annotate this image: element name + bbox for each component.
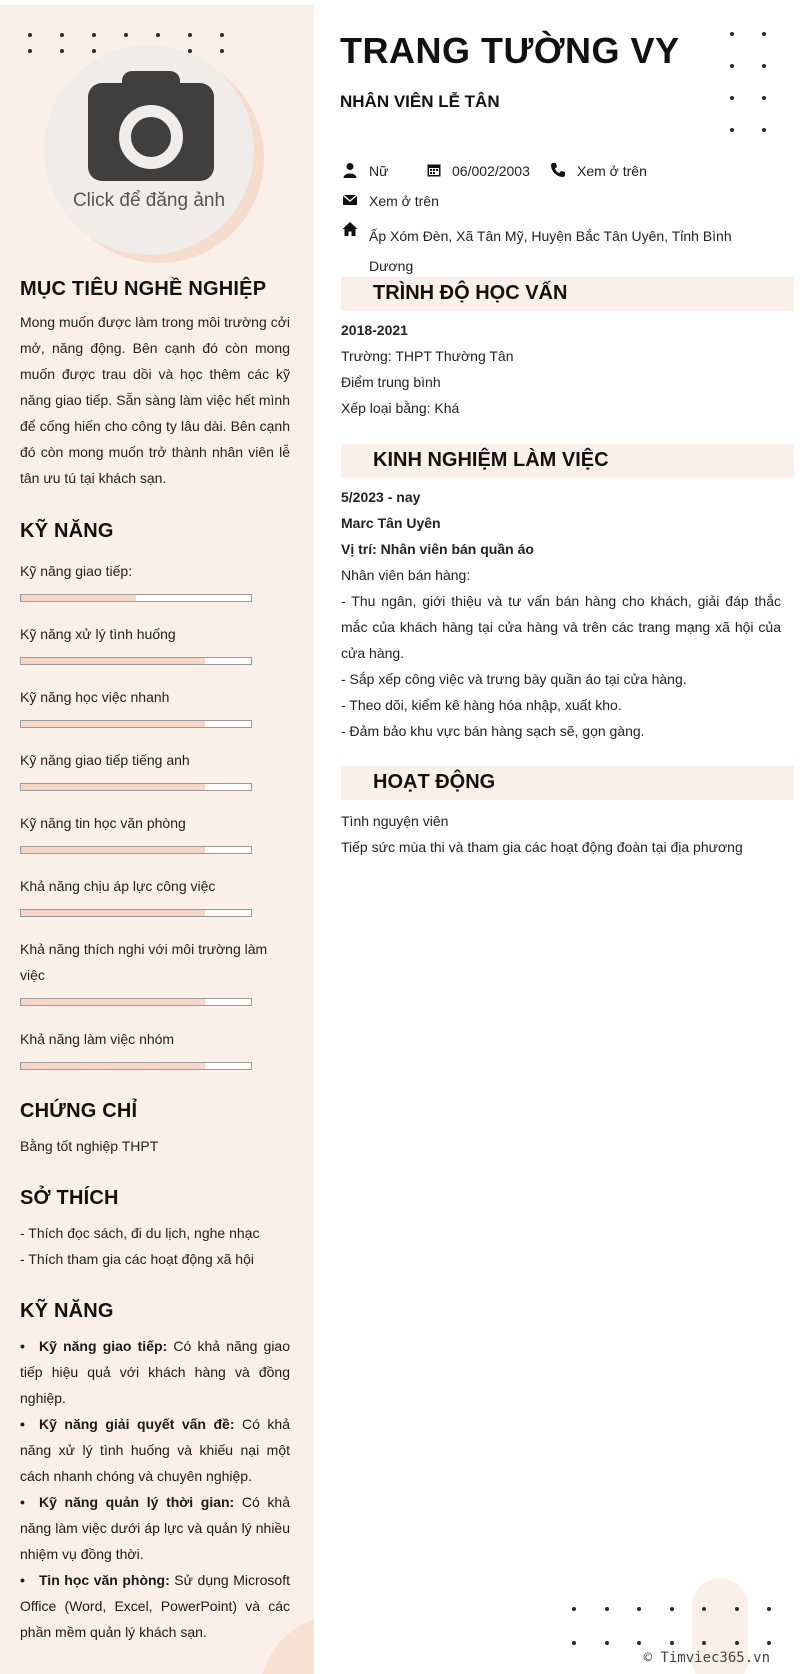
skill-name: Khả năng chịu áp lực công việc bbox=[20, 878, 216, 894]
hobbies-title: SỞ THÍCH bbox=[20, 1187, 119, 1209]
skill-item bbox=[20, 936, 290, 1006]
experience-duty: - Sắp xếp công việc và trưng bày quần áo tại cửa hàng. bbox=[341, 671, 687, 687]
activity-item: Tiếp sức mùa thi và tham gia các hoạt động đoàn tại địa phương bbox=[341, 839, 743, 855]
person-icon bbox=[342, 162, 358, 178]
certificate-item: Bằng tốt nghiệp THPT bbox=[20, 1138, 159, 1154]
envelope-icon bbox=[342, 192, 358, 208]
skill-level-bar bbox=[20, 783, 252, 791]
skill-level-bar bbox=[20, 998, 252, 1006]
skill-name: Khả năng làm việc nhóm bbox=[20, 1031, 175, 1047]
skill-level-bar bbox=[20, 909, 252, 917]
skill-level-fill bbox=[21, 1063, 205, 1069]
skill-level-fill bbox=[21, 595, 136, 601]
photo-upload[interactable] bbox=[44, 45, 264, 265]
skill-item bbox=[20, 684, 290, 728]
experience-period: 5/2023 - nay bbox=[341, 489, 421, 505]
experience-duty: - Thu ngân, giới thiệu và tư vấn bán hàng cho khách, giải đáp thắc mắc của khách hàng tại cửa hàng và trên các trang mạng xã hội của cửa hàng. bbox=[341, 593, 781, 661]
hobby-item: - Thích tham gia các hoạt động xã hội bbox=[20, 1251, 254, 1267]
candidate-name: TRANG TƯỜNG VY bbox=[340, 30, 680, 71]
skills-detail-section bbox=[20, 1300, 290, 1645]
education-grade: Xếp loại bằng: Khá bbox=[341, 400, 460, 416]
skills-detail-list bbox=[20, 1333, 290, 1645]
calendar-icon bbox=[426, 162, 442, 178]
skill-detail-item: • Kỹ năng giải quyết vấn đề: Có khả năng xử lý tình huống và khiếu nại một cách nhanh chóng và chuyên nghiệp. bbox=[20, 1411, 290, 1489]
skill-name: Kỹ năng xử lý tình huống bbox=[20, 626, 176, 642]
skill-detail-item: • Kỹ năng giao tiếp: Có khả năng giao tiếp hiệu quả với khách hàng và đồng nghiệp. bbox=[20, 1333, 290, 1411]
objective-text: Mong muốn được làm trong môi trường cởi mở, năng động. Bên cạnh đó còn mong muốn được trau dồi và học thêm các kỹ năng giao tiếp. Sẵn sàng làm việc hết mình để cống hiến cho công ty lâu dài. Bên cạnh đó còn mong muốn trở thành nhân viên lễ tân ưu tú tại khách sạn. bbox=[20, 314, 290, 486]
skill-name: Kỹ năng học việc nhanh bbox=[20, 689, 170, 705]
education-header bbox=[341, 277, 794, 311]
skill-item bbox=[20, 558, 290, 602]
gender-value: Nữ bbox=[369, 163, 389, 179]
skill-item bbox=[20, 1026, 290, 1070]
skill-item bbox=[20, 873, 290, 917]
experience-company: Marc Tân Uyên bbox=[341, 515, 441, 531]
skill-level-bar bbox=[20, 657, 252, 665]
skill-level-fill bbox=[21, 847, 205, 853]
certificates-section bbox=[20, 1100, 290, 1159]
education-body bbox=[341, 317, 781, 421]
experience-duty: - Đảm bảo khu vực bán hàng sạch sẽ, gọn gàng. bbox=[341, 723, 645, 739]
email-value: Xem ở trên bbox=[369, 193, 439, 209]
hobby-item: - Thích đọc sách, đi du lịch, nghe nhạc bbox=[20, 1225, 260, 1241]
address-value: Ấp Xóm Đèn, Xã Tân Mỹ, Huyện Bắc Tân Uyên, Tỉnh Bình Dương bbox=[369, 228, 732, 274]
education-period: 2018-2021 bbox=[341, 322, 408, 338]
skill-detail-item: • Tin học văn phòng: Sử dụng Microsoft Office (Word, Excel, PowerPoint) và các phần mềm quản lý khách sạn. bbox=[20, 1567, 290, 1645]
experience-title: KINH NGHIỆM LÀM VIỆC bbox=[373, 449, 609, 471]
certificates-title: CHỨNG CHỈ bbox=[20, 1100, 138, 1122]
skill-name: Kỹ năng giao tiếp tiếng anh bbox=[20, 752, 190, 768]
skill-item bbox=[20, 810, 290, 854]
education-title: TRÌNH ĐỘ HỌC VẤN bbox=[373, 282, 568, 304]
activity-item: Tình nguyện viên bbox=[341, 813, 449, 829]
skill-level-fill bbox=[21, 721, 205, 727]
skill-level-fill bbox=[21, 910, 205, 916]
skill-detail-item: • Kỹ năng quản lý thời gian: Có khả năng làm việc dưới áp lực và quản lý nhiều nhiệm vụ đồng thời. bbox=[20, 1489, 290, 1567]
photo-upload-label: Click để đăng ảnh bbox=[72, 190, 226, 211]
experience-body bbox=[341, 484, 781, 744]
skill-level-bar bbox=[20, 720, 252, 728]
hobbies-section bbox=[20, 1187, 290, 1272]
education-score: Điểm trung bình bbox=[341, 374, 441, 390]
experience-role: Nhân viên bán hàng: bbox=[341, 567, 471, 583]
experience-position: Vị trí: Nhân viên bán quần áo bbox=[341, 541, 534, 557]
skill-name: Kỹ năng giao tiếp: bbox=[20, 563, 133, 579]
birthdate-value: 06/002/2003 bbox=[452, 163, 530, 179]
objective-section bbox=[20, 278, 290, 491]
home-icon bbox=[342, 221, 358, 237]
skill-item bbox=[20, 747, 290, 791]
decorative-dots bbox=[572, 1607, 800, 1645]
activities-header bbox=[341, 766, 794, 800]
skill-level-bar bbox=[20, 594, 252, 602]
skills-detail-title: KỸ NĂNG bbox=[20, 1300, 114, 1322]
skill-level-fill bbox=[21, 999, 205, 1005]
objective-title: MỤC TIÊU NGHỀ NGHIỆP bbox=[20, 278, 267, 300]
experience-duty: - Theo dõi, kiểm kê hàng hóa nhập, xuất kho. bbox=[341, 697, 622, 713]
decorative-dots bbox=[730, 32, 794, 132]
skill-name: Kỹ năng tin học văn phòng bbox=[20, 815, 186, 831]
skill-item bbox=[20, 621, 290, 665]
skill-level-fill bbox=[21, 658, 205, 664]
education-school: Trường: THPT Thường Tân bbox=[341, 348, 514, 364]
job-title: NHÂN VIÊN LỄ TÂN bbox=[340, 92, 500, 111]
skills-title: KỸ NĂNG bbox=[20, 520, 114, 542]
phone-value: Xem ở trên bbox=[577, 163, 647, 179]
skill-name: Khả năng thích nghi với môi trường làm việc bbox=[20, 941, 268, 983]
experience-header bbox=[341, 444, 794, 478]
activities-body bbox=[341, 808, 781, 860]
phone-icon bbox=[550, 162, 566, 178]
activities-title: HOẠT ĐỘNG bbox=[373, 771, 496, 793]
skill-level-fill bbox=[21, 784, 205, 790]
footer-brand: © Timviec365.vn bbox=[643, 1650, 770, 1666]
skill-level-bar bbox=[20, 846, 252, 854]
skill-level-bar bbox=[20, 1062, 252, 1070]
